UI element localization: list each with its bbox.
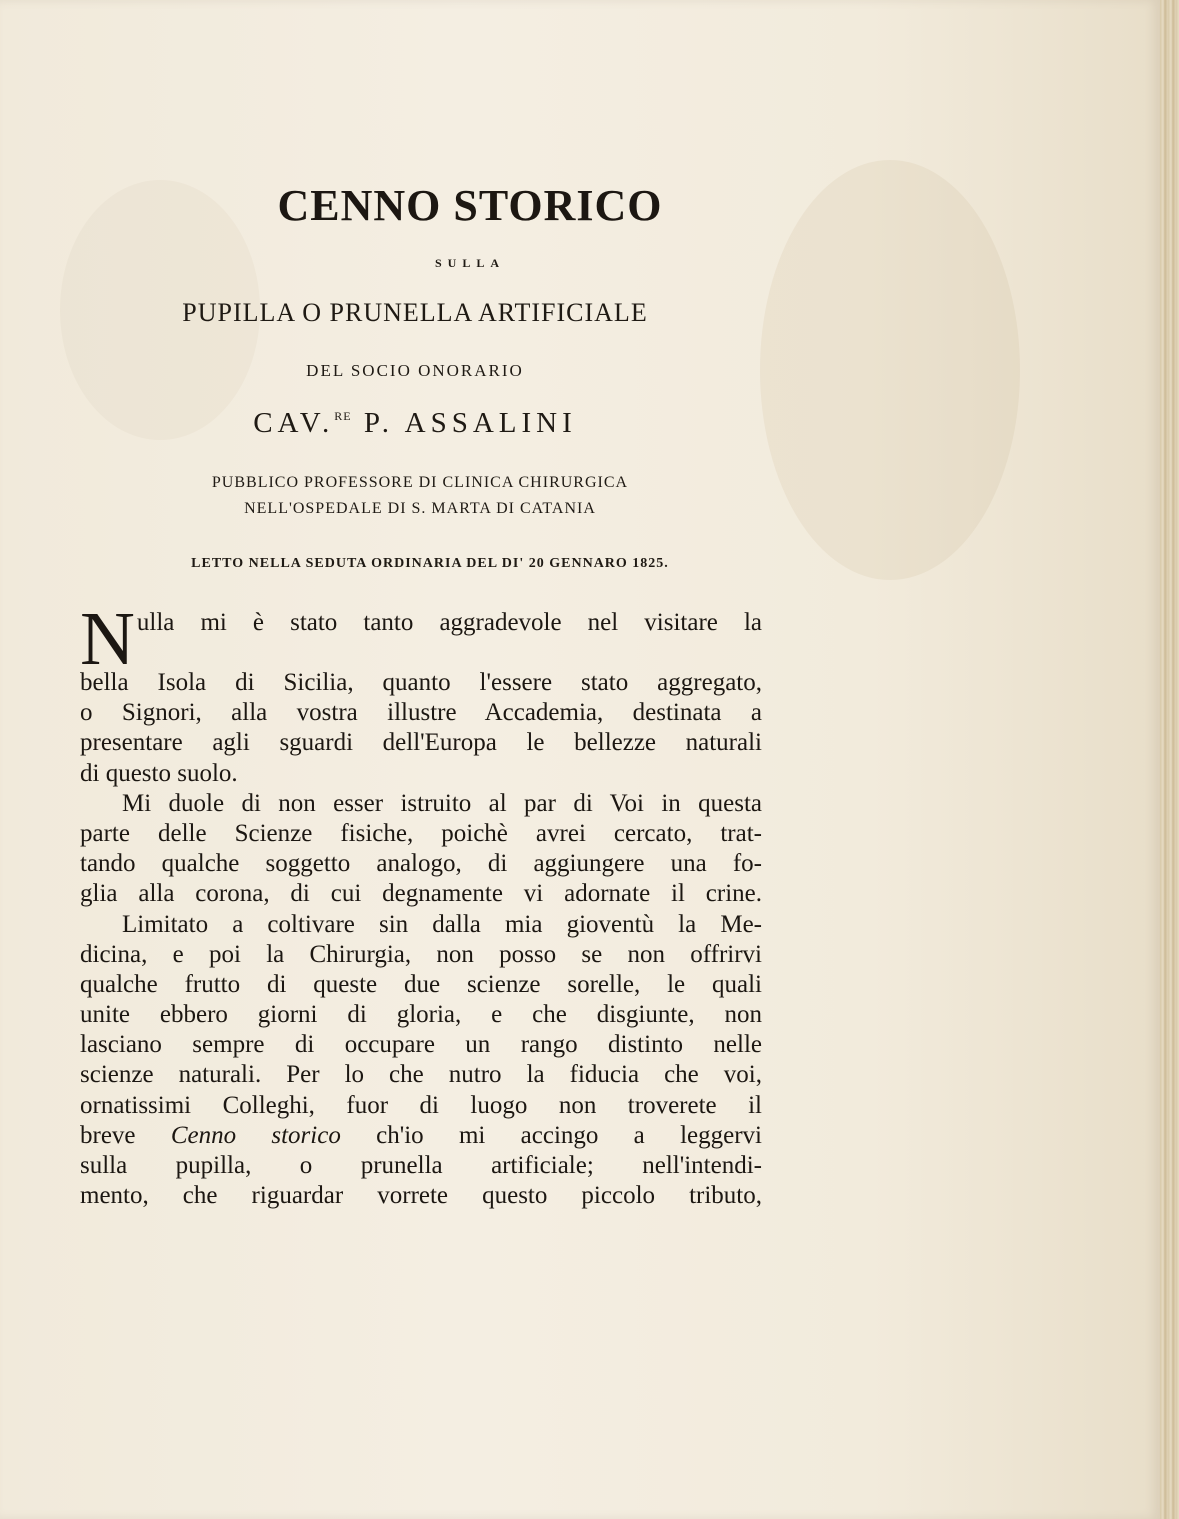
- text-line: ornatissimi Colleghi, fuor di luogo non troverete il: [80, 1091, 762, 1119]
- text-line: parte delle Scienze fisiche, poichè avrei cercato, trat-: [80, 819, 762, 847]
- affiliation-line: PUBBLICO PROFESSORE DI CLINICA CHIRURGICA: [211, 474, 629, 491]
- text-line: bella Isola di Sicilia, quanto l'essere stato aggregato,: [80, 669, 762, 696]
- text-line: qualche frutto di queste due scienze sorelle, le quali: [80, 970, 762, 998]
- text-line: scienze naturali. Per lo che nutro la fiducia che voi,: [80, 1061, 762, 1089]
- author-surname: P. ASSALINI: [351, 407, 577, 439]
- reading-date-note: LETTO NELLA SEDUTA ORDINARIA DEL DI' 20 GENNARO 1825.: [191, 556, 669, 571]
- text-line: di questo suolo.: [80, 759, 238, 787]
- text-line: tando qualche soggetto analogo, di aggiungere una fo-: [80, 850, 762, 878]
- text-line: mento, che riguardar vorrete questo piccolo tributo,: [80, 1182, 762, 1210]
- body-text: [80, 597, 762, 1211]
- text-segment: breve: [80, 1121, 171, 1149]
- text-line: lasciano sempre di occupare un rango distinto nelle: [80, 1031, 762, 1059]
- text-line: dicina, e poi la Chirurgia, non posso se non offrirvi: [80, 940, 762, 968]
- author-name: [150, 407, 680, 440]
- text-segment: ch'io mi accingo a leggervi: [340, 1121, 762, 1149]
- italic-title: Cenno storico: [170, 1121, 341, 1149]
- text-line: [80, 1121, 762, 1151]
- connector-word: SULLA: [434, 256, 505, 270]
- document-title: CENNO STORICO: [277, 181, 663, 230]
- text-line: unite ebbero giorni di gloria, e che disgiunte, non: [80, 1001, 762, 1029]
- author-title-abbrev: CAV.: [253, 407, 335, 439]
- text-line: presentare agli sguardi dell'Europa le bellezze naturali: [80, 729, 762, 757]
- text-line: glia alla corona, di cui degnamente vi adornate il crine.: [80, 880, 762, 908]
- text-line: sulla pupilla, o prunella artificiale; nell'intendi-: [80, 1152, 762, 1179]
- text-line: Limitato a coltivare sin dalla mia gioventù la Me-: [122, 910, 762, 938]
- text-line: Mi duole di non esser istruito al par di Voi in questa: [122, 789, 762, 817]
- text-line: ulla mi è stato tanto aggradevole nel visitare la: [136, 609, 762, 636]
- paper-stain: [760, 160, 1020, 580]
- drop-cap: N: [80, 597, 135, 681]
- author-title-sup: RE: [334, 409, 352, 423]
- author-role: DEL SOCIO ONORARIO: [306, 361, 524, 380]
- text-line: o Signori, alla vostra illustre Accademia, destinata a: [80, 699, 762, 727]
- affiliation-line: NELL'OSPEDALE DI S. MARTA DI CATANIA: [244, 500, 596, 517]
- document-subtitle: PUPILLA O PRUNELLA ARTIFICIALE: [182, 298, 648, 327]
- author-affiliation: [130, 470, 710, 522]
- page-edge: [1160, 0, 1179, 1519]
